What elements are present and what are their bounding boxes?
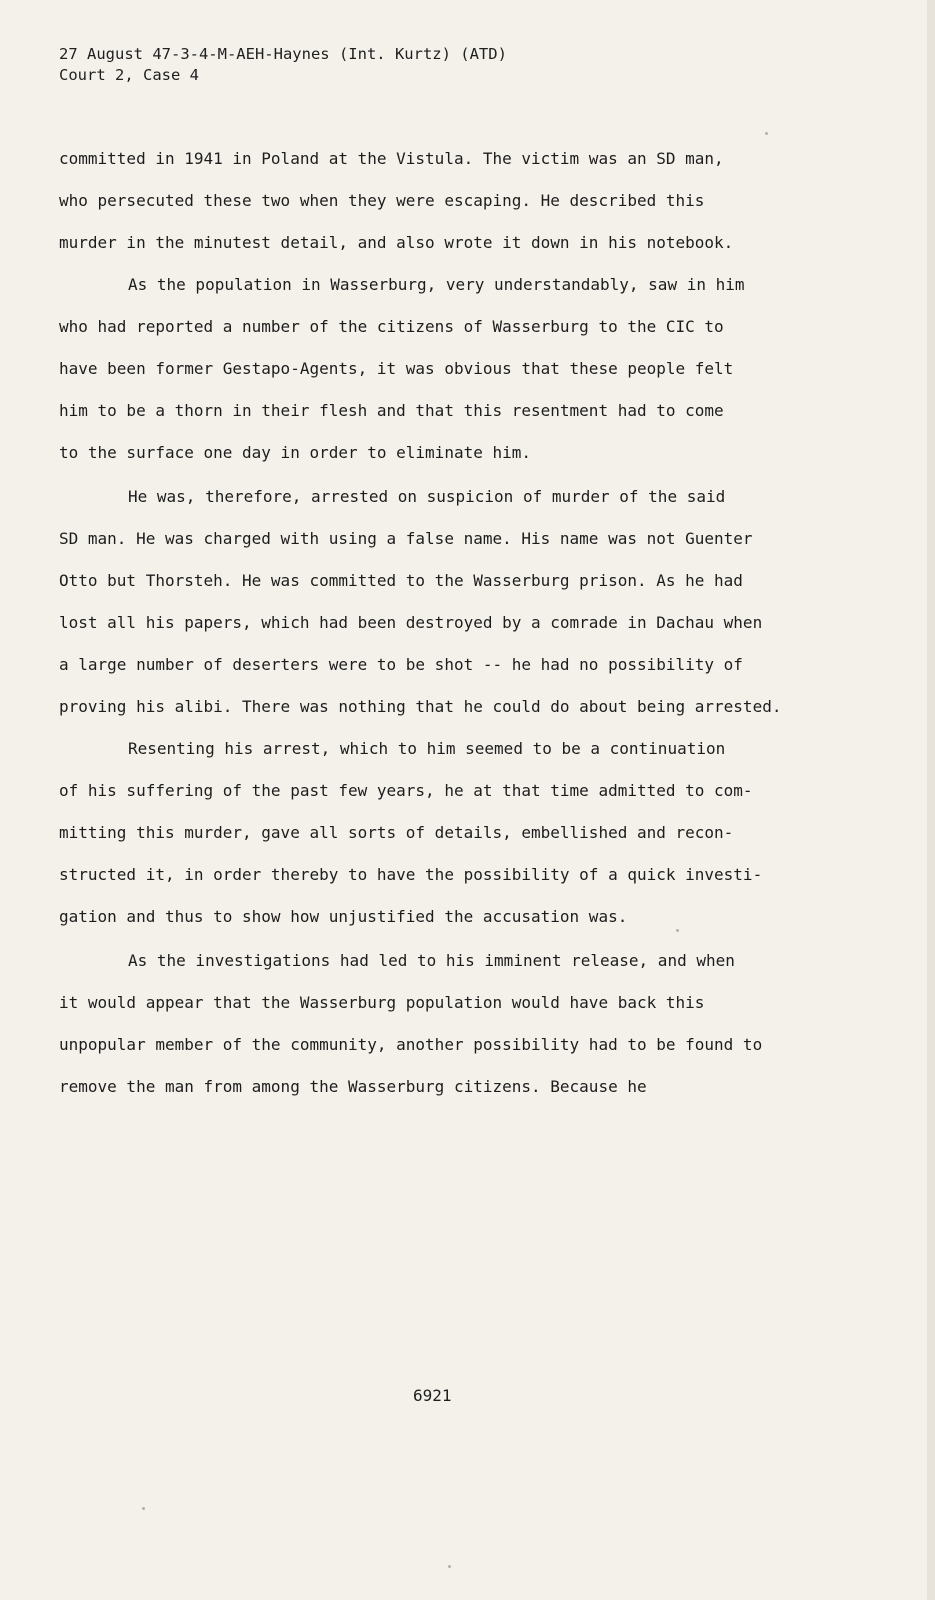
paper-speck bbox=[765, 132, 768, 135]
body-line-22: unpopular member of the community, another possibility had to be found to bbox=[59, 1035, 763, 1054]
body-line-13: a large number of deserters were to be shot -- he had no possibility of bbox=[59, 655, 743, 674]
body-line-17: mitting this murder, gave all sorts of details, embellished and recon- bbox=[59, 823, 734, 842]
body-line-7: him to be a thorn in their flesh and that this resentment had to come bbox=[59, 401, 724, 420]
body-line-20: As the investigations had led to his imminent release, and when bbox=[128, 951, 735, 970]
body-line-3: murder in the minutest detail, and also wrote it down in his notebook. bbox=[59, 233, 734, 252]
paper-speck bbox=[142, 1507, 145, 1510]
body-line-12: lost all his papers, which had been destroyed by a comrade in Dachau when bbox=[59, 613, 763, 632]
header-line-2: Court 2, Case 4 bbox=[59, 66, 199, 84]
body-line-4: As the population in Wasserburg, very understandably, saw in him bbox=[128, 275, 745, 294]
paper-speck bbox=[448, 1565, 451, 1568]
body-line-18: structed it, in order thereby to have the possibility of a quick investi- bbox=[59, 865, 763, 884]
page-number: 6921 bbox=[413, 1386, 452, 1405]
body-line-2: who persecuted these two when they were escaping. He described this bbox=[59, 191, 705, 210]
body-line-14: proving his alibi. There was nothing that he could do about being arrested. bbox=[59, 697, 782, 716]
header-line-1: 27 August 47-3-4-M-AEH-Haynes (Int. Kurtz) (ATD) bbox=[59, 45, 507, 63]
body-line-15: Resenting his arrest, which to him seemed to be a continuation bbox=[128, 739, 726, 758]
body-line-5: who had reported a number of the citizens of Wasserburg to the CIC to bbox=[59, 317, 724, 336]
body-line-19: gation and thus to show how unjustified the accusation was. bbox=[59, 907, 628, 926]
body-line-16: of his suffering of the past few years, he at that time admitted to com- bbox=[59, 781, 753, 800]
paper-speck bbox=[676, 929, 679, 932]
page-edge-shade bbox=[927, 0, 935, 1600]
body-line-23: remove the man from among the Wasserburg citizens. Because he bbox=[59, 1077, 647, 1096]
body-line-21: it would appear that the Wasserburg population would have back this bbox=[59, 993, 705, 1012]
body-line-11: Otto but Thorsteh. He was committed to the Wasserburg prison. As he had bbox=[59, 571, 743, 590]
body-line-9: He was, therefore, arrested on suspicion of murder of the said bbox=[128, 487, 726, 506]
body-line-10: SD man. He was charged with using a false name. His name was not Guenter bbox=[59, 529, 753, 548]
body-line-1: committed in 1941 in Poland at the Vistula. The victim was an SD man, bbox=[59, 149, 724, 168]
body-line-6: have been former Gestapo-Agents, it was obvious that these people felt bbox=[59, 359, 734, 378]
body-line-8: to the surface one day in order to eliminate him. bbox=[59, 443, 532, 462]
document-header bbox=[59, 44, 507, 86]
